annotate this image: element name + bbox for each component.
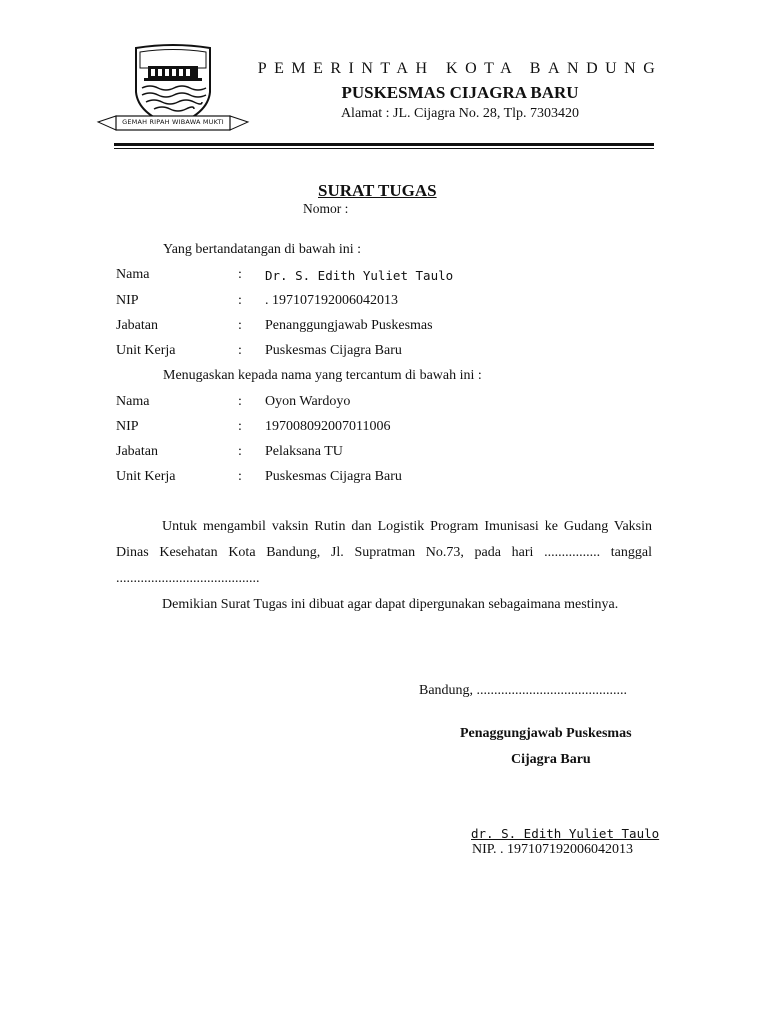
signer-nip-sep: : (238, 293, 242, 308)
address-line: Alamat : JL. Cijagra No. 28, Tlp. 7303420 (340, 106, 580, 121)
signature-position-line2: Cijagra Baru (511, 752, 591, 767)
document-title: SURAT TUGAS (318, 181, 437, 200)
assignee-name-label: Nama (116, 394, 150, 409)
signer-nip-label: NIP (116, 293, 139, 308)
assignee-position-label: Jabatan (116, 444, 158, 459)
assignment-intro: Menugaskan kepada nama yang tercantum di bawah ini : (163, 368, 482, 383)
header-divider-thin (114, 148, 654, 149)
logo-motto: GEMAH RIPAH WIBAWA MUKTI (122, 118, 224, 126)
assignee-unit-value: Puskesmas Cijagra Baru (265, 469, 402, 484)
signer-unit-sep: : (238, 343, 242, 358)
assignee-unit-sep: : (238, 469, 242, 484)
signer-unit-label: Unit Kerja (116, 343, 176, 358)
header-divider-thick (114, 143, 654, 146)
signer-unit-value: Puskesmas Cijagra Baru (265, 343, 402, 358)
assignee-position-value: Pelaksana TU (265, 444, 343, 459)
assignee-nip-sep: : (238, 419, 242, 434)
assignee-nip-label: NIP (116, 419, 139, 434)
signer-name-label: Nama (116, 267, 150, 282)
signer-position-sep: : (238, 318, 242, 333)
task-paragraph (116, 514, 652, 592)
assignee-unit-label: Unit Kerja (116, 469, 176, 484)
intro-text: Yang bertandatangan di bawah ini : (163, 242, 362, 257)
assignee-name-value: Oyon Wardoyo (265, 394, 351, 409)
assignee-position-sep: : (238, 444, 242, 459)
signer-position-label: Jabatan (116, 318, 158, 333)
assignee-nip-value: 197008092007011006 (265, 419, 391, 434)
assignee-name-sep: : (238, 394, 242, 409)
signatory-name: dr. S. Edith Yuliet Taulo (471, 826, 660, 841)
government-heading: PEMERINTAH KOTA BANDUNG (257, 60, 663, 77)
institution-heading: PUSKESMAS CIJAGRA BARU (341, 83, 579, 102)
task-paragraph-text: Untuk mengambil vaksin Rutin dan Logistik Program Imunisasi ke Gudang Vaksin Dinas Kesehatan Kota Bandung, Jl. Supratman No.73, pada hari ................ tanggal ......................................... (116, 519, 652, 586)
signer-name-sep: : (238, 267, 242, 282)
signer-nip-value: . 197107192006042013 (265, 293, 398, 308)
signature-position-line1: Penaggungjawab Puskesmas (460, 726, 632, 741)
document-number: Nomor : (303, 201, 349, 216)
city-emblem-logo (96, 40, 250, 136)
closing-paragraph-text: Demikian Surat Tugas ini dibuat agar dapat dipergunakan sebagaimana mestinya. (162, 597, 619, 612)
place-date-line: Bandung, ........................................... (419, 683, 628, 698)
signer-position-value: Penanggungjawab Puskesmas (265, 318, 433, 333)
closing-paragraph (116, 592, 652, 618)
signer-name-value: Dr. S. Edith Yuliet Taulo (265, 268, 454, 283)
signatory-nip: NIP. . 197107192006042013 (472, 842, 634, 857)
